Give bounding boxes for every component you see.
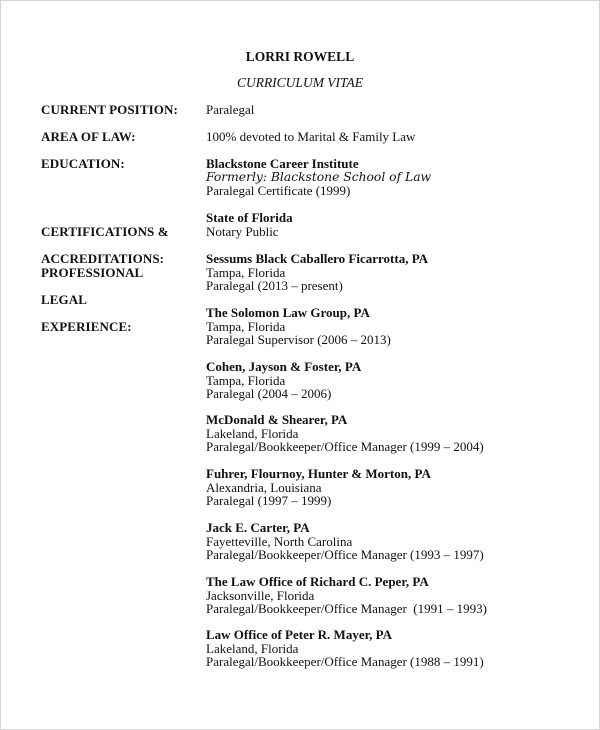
section-label-line: LEGAL — [41, 291, 88, 307]
experience-entry — [206, 413, 566, 454]
firm-location: Lakeland, Florida — [206, 425, 299, 441]
role-dates: Paralegal/Bookkeeper/Office Manager (1991 – 1993) — [206, 601, 487, 617]
firm-location: Tampa, Florida — [206, 318, 286, 334]
firm-name: Sessums Black Caballero Ficarrotta, PA — [206, 251, 429, 266]
firm-name: McDonald & Shearer, PA — [206, 412, 348, 427]
role-dates: Paralegal/Bookkeeper/Office Manager (1999 – 2004) — [206, 439, 484, 455]
certification-title: Notary Public — [206, 223, 279, 239]
firm-location: Fayetteville, North Carolina — [206, 533, 353, 549]
role-dates: Paralegal/Bookkeeper/Office Manager (1988 – 1991) — [206, 654, 484, 670]
section-label: CURRENT POSITION: — [41, 102, 178, 117]
certification-issuer: State of Florida — [206, 210, 293, 225]
experience-entry — [206, 467, 566, 508]
education-credential: Paralegal Certificate (1999) — [206, 183, 351, 199]
experience-entry — [206, 306, 566, 347]
section-label: EDUCATION: — [41, 156, 125, 171]
firm-location: Alexandria, Louisiana — [206, 479, 322, 495]
role-dates: Paralegal (2013 – present) — [206, 278, 343, 294]
experience-entry — [206, 360, 566, 401]
experience-entry — [206, 521, 566, 562]
role-dates: Paralegal (1997 – 1999) — [206, 493, 332, 509]
section-label-line: ACCREDITATIONS: — [41, 250, 165, 266]
section-value — [206, 130, 566, 144]
current-position-value: Paralegal — [206, 102, 255, 117]
experience-entry — [206, 252, 566, 293]
area-of-law-value: 100% devoted to Marital & Family Law — [206, 129, 416, 144]
firm-name: Cohen, Jayson & Foster, PA — [206, 359, 362, 374]
candidate-name: LORRI ROWELL — [245, 49, 355, 64]
section-value — [206, 103, 566, 117]
firm-location: Tampa, Florida — [206, 264, 286, 280]
section-label — [41, 252, 201, 347]
section-value — [206, 157, 566, 198]
firm-location: Tampa, Florida — [206, 372, 286, 388]
role-dates: Paralegal/Bookkeeper/Office Manager (1993 – 1997) — [206, 547, 484, 563]
firm-name: The Law Office of Richard C. Peper, PA — [206, 574, 429, 589]
education-formerly: Formerly: Blackstone School of Law — [206, 169, 432, 184]
firm-name: Law Office of Peter R. Mayer, PA — [206, 627, 393, 642]
firm-location: Jacksonville, Florida — [206, 587, 315, 603]
firm-name: The Solomon Law Group, PA — [206, 305, 370, 320]
experience-entry — [206, 628, 566, 669]
document-subtitle: CURRICULUM VITAE — [236, 75, 364, 90]
section-label-line: PROFESSIONAL — [41, 264, 144, 280]
role-dates: Paralegal (2004 – 2006) — [206, 386, 332, 402]
firm-name: Jack E. Carter, PA — [206, 520, 310, 535]
education-institution: Blackstone Career Institute — [206, 156, 359, 171]
firm-location: Lakeland, Florida — [206, 640, 299, 656]
experience-entry — [206, 575, 566, 616]
section-label: AREA OF LAW: — [41, 129, 136, 144]
section-label-line: CERTIFICATIONS & — [41, 223, 169, 239]
role-dates: Paralegal Supervisor (2006 – 2013) — [206, 332, 391, 348]
firm-name: Fuhrer, Flournoy, Hunter & Morton, PA — [206, 466, 431, 481]
section-label-line: EXPERIENCE: — [41, 318, 132, 334]
section-value — [206, 211, 566, 238]
